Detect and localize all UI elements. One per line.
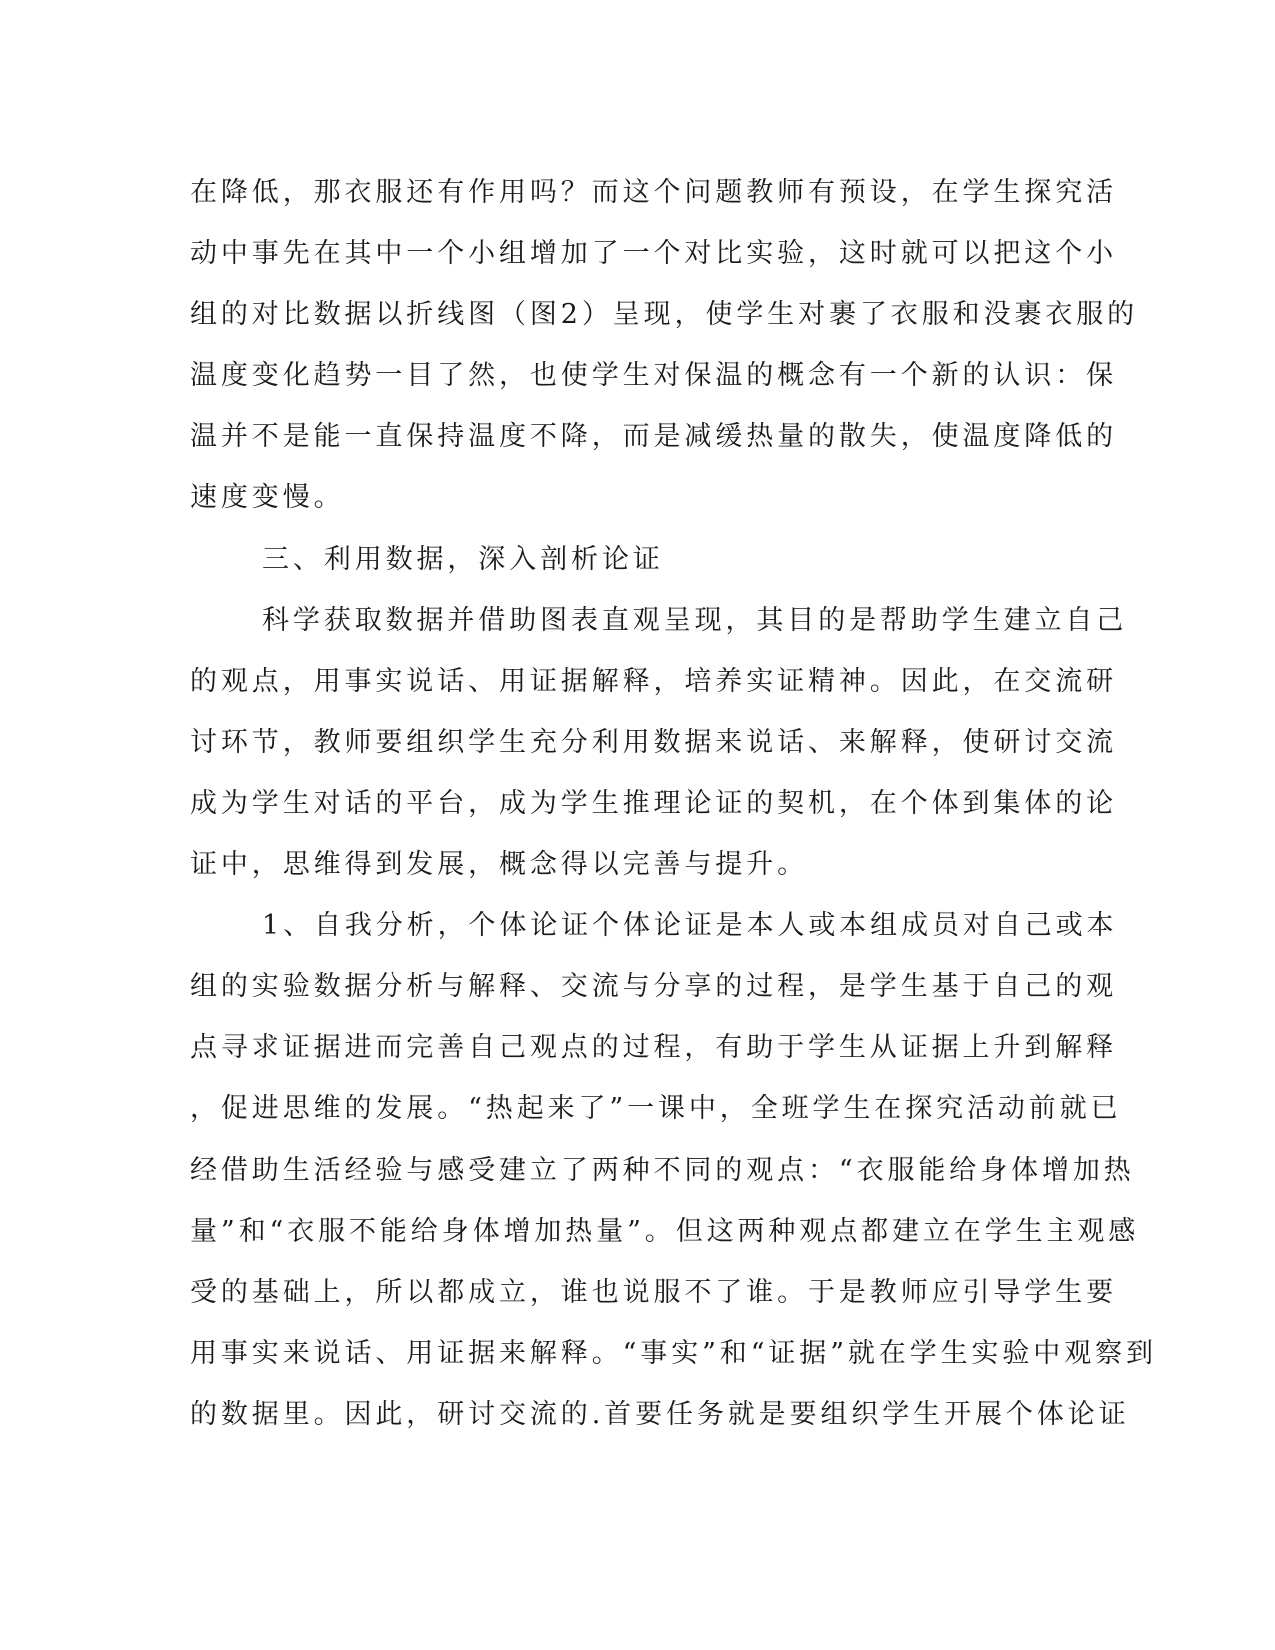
text-line: 速度变慢。 [190,482,345,514]
text-line: 的观点，用事实说话、用证据解释，培养实证精神。因此，在交流研 [190,665,1117,697]
body-text [190,162,1157,1445]
section-heading: 三、利用数据，深入剖析论证 [262,543,664,575]
subsection-paragraph-start: 1、自我分析，个体论证个体论证是本人或本组成员对自己或本 [262,910,1118,942]
text-line: 点寻求证据进而完善自己观点的过程，有助于学生从证据上升到解释 [190,1032,1117,1064]
text-line: 证中，思维得到发展，概念得以完善与提升。 [190,849,808,881]
text-line: 受的基础上，所以都成立，谁也说服不了谁。于是教师应引导学生要 [190,1276,1117,1308]
text-line: 经借助生活经验与感受建立了两种不同的观点：“衣服能给身体增加热 [190,1154,1135,1186]
text-line: ，促进思维的发展。“热起来了”一课中，全班学生在探究活动前就已 [190,1093,1122,1125]
text-line: 温并不是能一直保持温度不降，而是减缓热量的散失，使温度降低的 [190,421,1117,453]
text-line: 组的实验数据分析与解释、交流与分享的过程，是学生基于自己的观 [190,971,1117,1003]
text-line: 用事实来说话、用证据来解释。“事实”和“证据”就在学生实验中观察到 [190,1337,1157,1369]
text-line: 组的对比数据以折线图（图2）呈现，使学生对裹了衣服和没裹衣服的 [190,299,1139,331]
text-line: 讨环节，教师要组织学生充分利用数据来说话、来解释，使研讨交流 [190,726,1117,758]
text-line: 动中事先在其中一个小组增加了一个对比实验，这时就可以把这个小 [190,238,1117,270]
text-line: 量”和“衣服不能给身体增加热量”。但这两种观点都建立在学生主观感 [190,1215,1140,1247]
text-line: 的数据里。因此，研讨交流的.首要任务就是要组织学生开展个体论证 [190,1398,1130,1430]
text-line: 成为学生对话的平台，成为学生推理论证的契机，在个体到集体的论 [190,787,1117,819]
text-line: 温度变化趋势一目了然，也使学生对保温的概念有一个新的认识：保 [190,360,1117,392]
text-line: 科学获取数据并借助图表直观呈现，其目的是帮助学生建立自己 [262,604,1128,636]
text-line: 在降低，那衣服还有作用吗？而这个问题教师有预设，在学生探究活 [190,177,1117,208]
